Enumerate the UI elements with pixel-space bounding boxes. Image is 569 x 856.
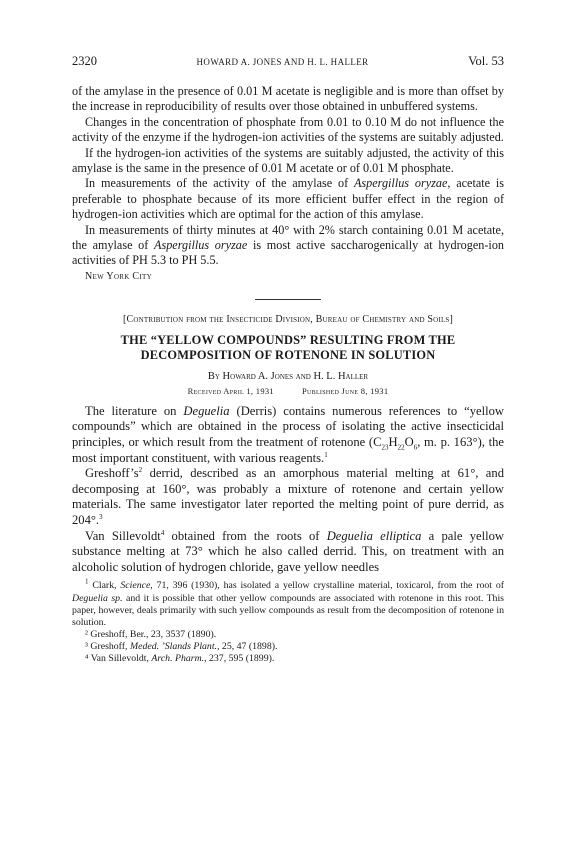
footnote-ref: 1 [324, 450, 328, 459]
footnote-number: ⁴ [85, 652, 89, 664]
text-run: , 237, 595 (1899). [204, 652, 275, 664]
received-date: Received April 1, 1931 [187, 385, 274, 396]
footnote-number: ³ [85, 640, 88, 652]
text-run: is most active saccharogenically at hydrogen-ion activities of PH 5.3 to PH 5.5. [72, 238, 505, 268]
body-paragraph-2 [72, 466, 504, 528]
section-divider [255, 299, 321, 300]
footnote-2: ² Greshoff, Ber., 23, 3537 (1890). [85, 628, 217, 640]
page-number: 2320 [72, 54, 97, 68]
text-run: Van Sillevoldt, [88, 652, 152, 664]
subscript: 22 [397, 443, 405, 452]
footnote-ref: 3 [99, 512, 103, 521]
text-run: The literature on [85, 403, 184, 418]
text-run: derrid, described as an amorphous material melting at 61°, and decomposing at 160°, was probably a mixture of rotenone and certain yellow materials. The same investigator later reported the melting point of pure derrid, as 204°. [72, 466, 504, 528]
title-line-2: DECOMPOSITION OF ROTENONE IN SOLUTION [140, 347, 436, 362]
footnote-4 [85, 653, 504, 665]
text-run: , acetate is preferable to phosphate because of its more efficient buffer effect in the region of hydrogen-ion activities which are optimal for the action of this amylase. [72, 176, 504, 222]
footnote-ref: 4 [160, 528, 165, 537]
text-run: obtained from the roots of [164, 528, 327, 543]
text-run: Greshoff’s [85, 466, 139, 481]
text-run: Greshoff, [87, 640, 130, 652]
text-run: O [404, 435, 414, 450]
text-run: In measurements of thirty minutes at 40° with 2% starch containing 0.01 M acetate, the amylase of [72, 222, 504, 253]
title-line-1: THE “YELLOW COMPOUNDS” RESULTING FROM THE [120, 332, 456, 347]
text-run: H [388, 435, 398, 450]
running-title: HOWARD A. JONES AND H. L. HALLER [196, 57, 369, 67]
contribution-line: [Contribution from the Insecticide Division, Bureau of Chemistry and Soils] [122, 313, 454, 325]
dates-line [72, 386, 504, 396]
page-header [72, 54, 504, 84]
body-paragraph-3 [72, 529, 504, 576]
prev-paragraph-1: of the amylase in the presence of 0.01 M acetate is negligible and is more than offset by the increase in reproducibility of results over those obtained in unbuffered systems. [72, 84, 504, 114]
prev-paragraph-2: Changes in the concentration of phosphate from 0.01 to 0.10 M do not influence the activity of the enzyme if the hydrogen-ion activities of the systems are suitably adjusted. [72, 114, 504, 145]
volume-label: Vol. 53 [468, 54, 504, 68]
prev-paragraph-5 [72, 223, 504, 269]
text-run: , 25, 47 (1898). [217, 640, 278, 652]
species-name: Aspergillus oryzae [154, 238, 248, 253]
journal-name: Meded. ’Slands Plant. [129, 640, 218, 652]
footnote-3 [85, 641, 504, 653]
journal-name: Science [120, 580, 151, 592]
species-name: Deguelia elliptica [326, 528, 422, 543]
subscript: 23 [381, 443, 389, 452]
species-name: Deguelia sp. [72, 592, 123, 604]
prev-paragraph-4 [72, 176, 504, 222]
text-run: , m. p. 163°), the most important constituent, with various reagents. [72, 435, 504, 465]
text-run: a pale yellow substance melting at 73° which he also called derrid. This, on treatment with an alcoholic solution of hydrogen chloride, gave yellow needles [72, 528, 504, 574]
subscript: 6 [413, 443, 418, 452]
footnote-ref: 2 [138, 466, 143, 475]
journal-name: Arch. Pharm. [151, 652, 205, 664]
text-run: (Derris) contains numerous references to “yellow compounds” which are obtained in the process of isolating the active insecticidal principles, or which result from the treatment of rotenone (C [72, 403, 505, 450]
text-run: In measurements of the activity of the amylase of [85, 176, 354, 191]
text-run: , 71, 396 (1930), has isolated a yellow crystalline material, toxicarol, from the root of [150, 580, 504, 592]
text-run: Van Sillevoldt [85, 528, 161, 543]
prev-paragraph-3: If the hydrogen-ion activities of the systems are suitably adjusted, the activity of this amylase is the same in the presence of 0.01 M acetate or of 0.01 M phosphate. [72, 145, 504, 176]
body-paragraph-1 [72, 404, 504, 466]
byline: By Howard A. Jones and H. L. Haller [207, 370, 369, 382]
location-signature: New York City [85, 270, 152, 282]
footnote-1 [72, 580, 504, 628]
genus-name: Deguelia [183, 403, 230, 418]
species-name: Aspergillus oryzae [353, 176, 448, 191]
journal-page [72, 54, 504, 665]
published-date: Published June 8, 1931 [301, 385, 389, 396]
footnote-number: 1 [85, 578, 89, 587]
text-run: Clark, [88, 580, 121, 592]
article-title [72, 333, 504, 363]
text-run: and it is possible that other yellow compounds are associated with rotenone in this root. This paper, however, deals primarily with such yellow compounds as result from the decomposition of rotenone in solution. [72, 592, 504, 628]
